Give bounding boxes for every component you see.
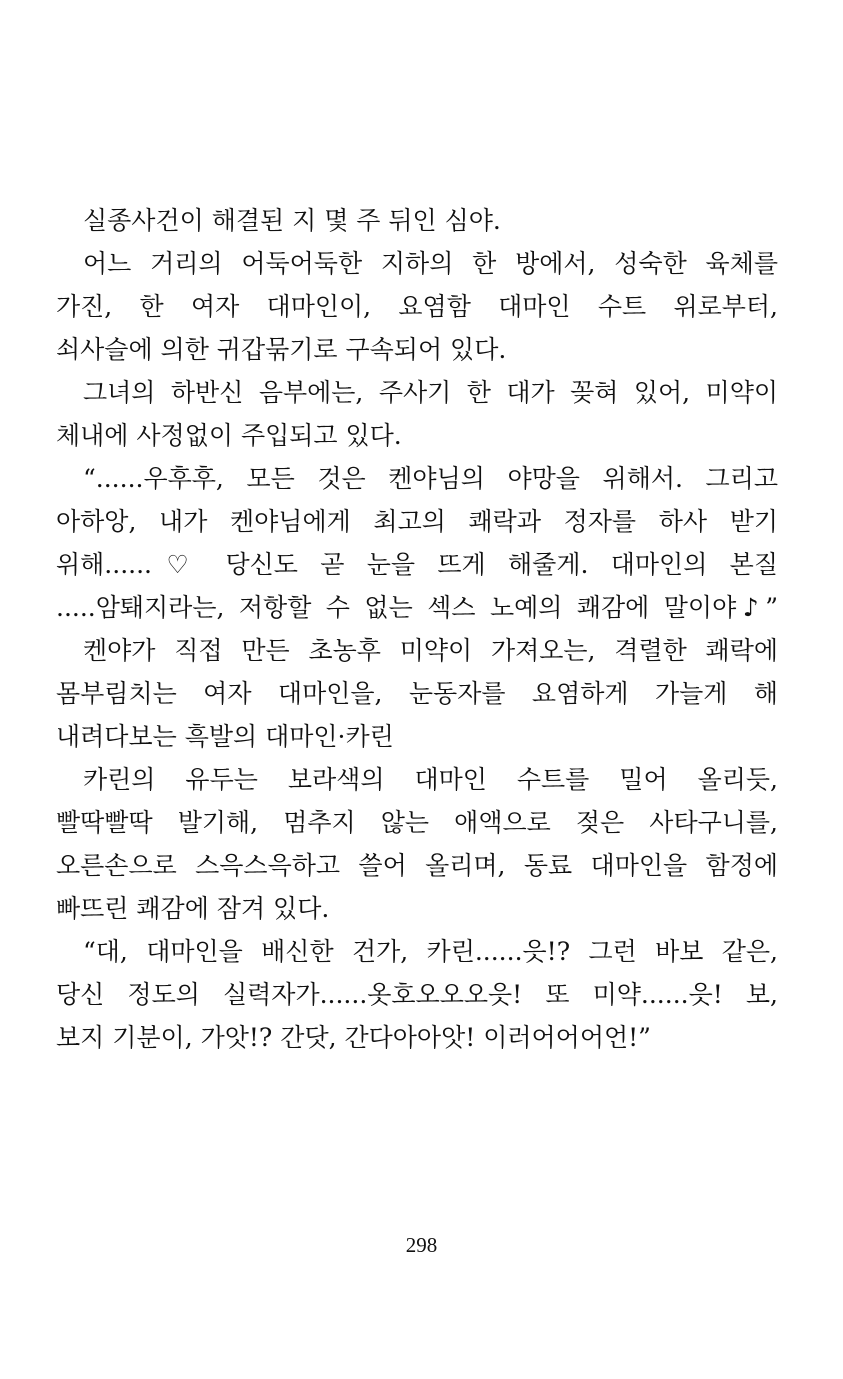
text-line: 내려다보는 흑발의 대마인·카린 (56, 722, 394, 751)
text-line: 어느 거리의 어둑어둑한 지하의 한 방에서, 성숙한 육체를 (83, 249, 778, 278)
text-line: .....암퇘지라는, 저항할 수 없는 섹스 노예의 쾌감에 말이야♪” (56, 593, 778, 622)
text-line: 쇠사슬에 의한 귀갑묶기로 구속되어 있다. (56, 335, 507, 364)
body-text (56, 199, 778, 1059)
text-line: 보지 기분이, 가앗!? 간닷, 간다아아앗! 이러어어어언!” (56, 1023, 651, 1052)
text-line: 빨딱빨딱 발기해, 멈추지 않는 애액으로 젖은 사타구니를, (56, 808, 778, 837)
text-line: “대, 대마인을 배신한 건가, 카린......읏!? 그런 바보 같은, (83, 937, 778, 966)
text-line: 켄야가 직접 만든 초농후 미약이 가져오는, 격렬한 쾌락에 (83, 636, 778, 665)
text-line: 체내에 사정없이 주입되고 있다. (56, 421, 402, 450)
text-line: 아하앙, 내가 켄야님에게 최고의 쾌락과 정자를 하사 받기 (56, 507, 778, 536)
text-line: 오른손으로 스윽스윽하고 쓸어 올리며, 동료 대마인을 함정에 (56, 851, 778, 880)
text-line: 그녀의 하반신 음부에는, 주사기 한 대가 꽂혀 있어, 미약이 (83, 378, 778, 407)
text-line: 당신 정도의 실력자가......옷호오오오읏! 또 미약......읏! 보, (56, 980, 778, 1009)
text-line: 카린의 유두는 보라색의 대마인 수트를 밀어 올리듯, (83, 765, 778, 794)
text-line: 가진, 한 여자 대마인이, 요염함 대마인 수트 위로부터, (56, 292, 778, 321)
text-line: 위해......♡ 당신도 곧 눈을 뜨게 해줄게. 대마인의 본질 (56, 550, 778, 579)
page-number: 298 (405, 1233, 438, 1257)
text-line: 몸부림치는 여자 대마인을, 눈동자를 요염하게 가늘게 해 (56, 679, 778, 708)
text-line: “......우후후, 모든 것은 켄야님의 야망을 위해서. 그리고 (83, 464, 778, 493)
text-line: 빠뜨린 쾌감에 잠겨 있다. (56, 894, 330, 923)
text-line: 실종사건이 해결된 지 몇 주 뒤인 심야. (83, 206, 501, 235)
